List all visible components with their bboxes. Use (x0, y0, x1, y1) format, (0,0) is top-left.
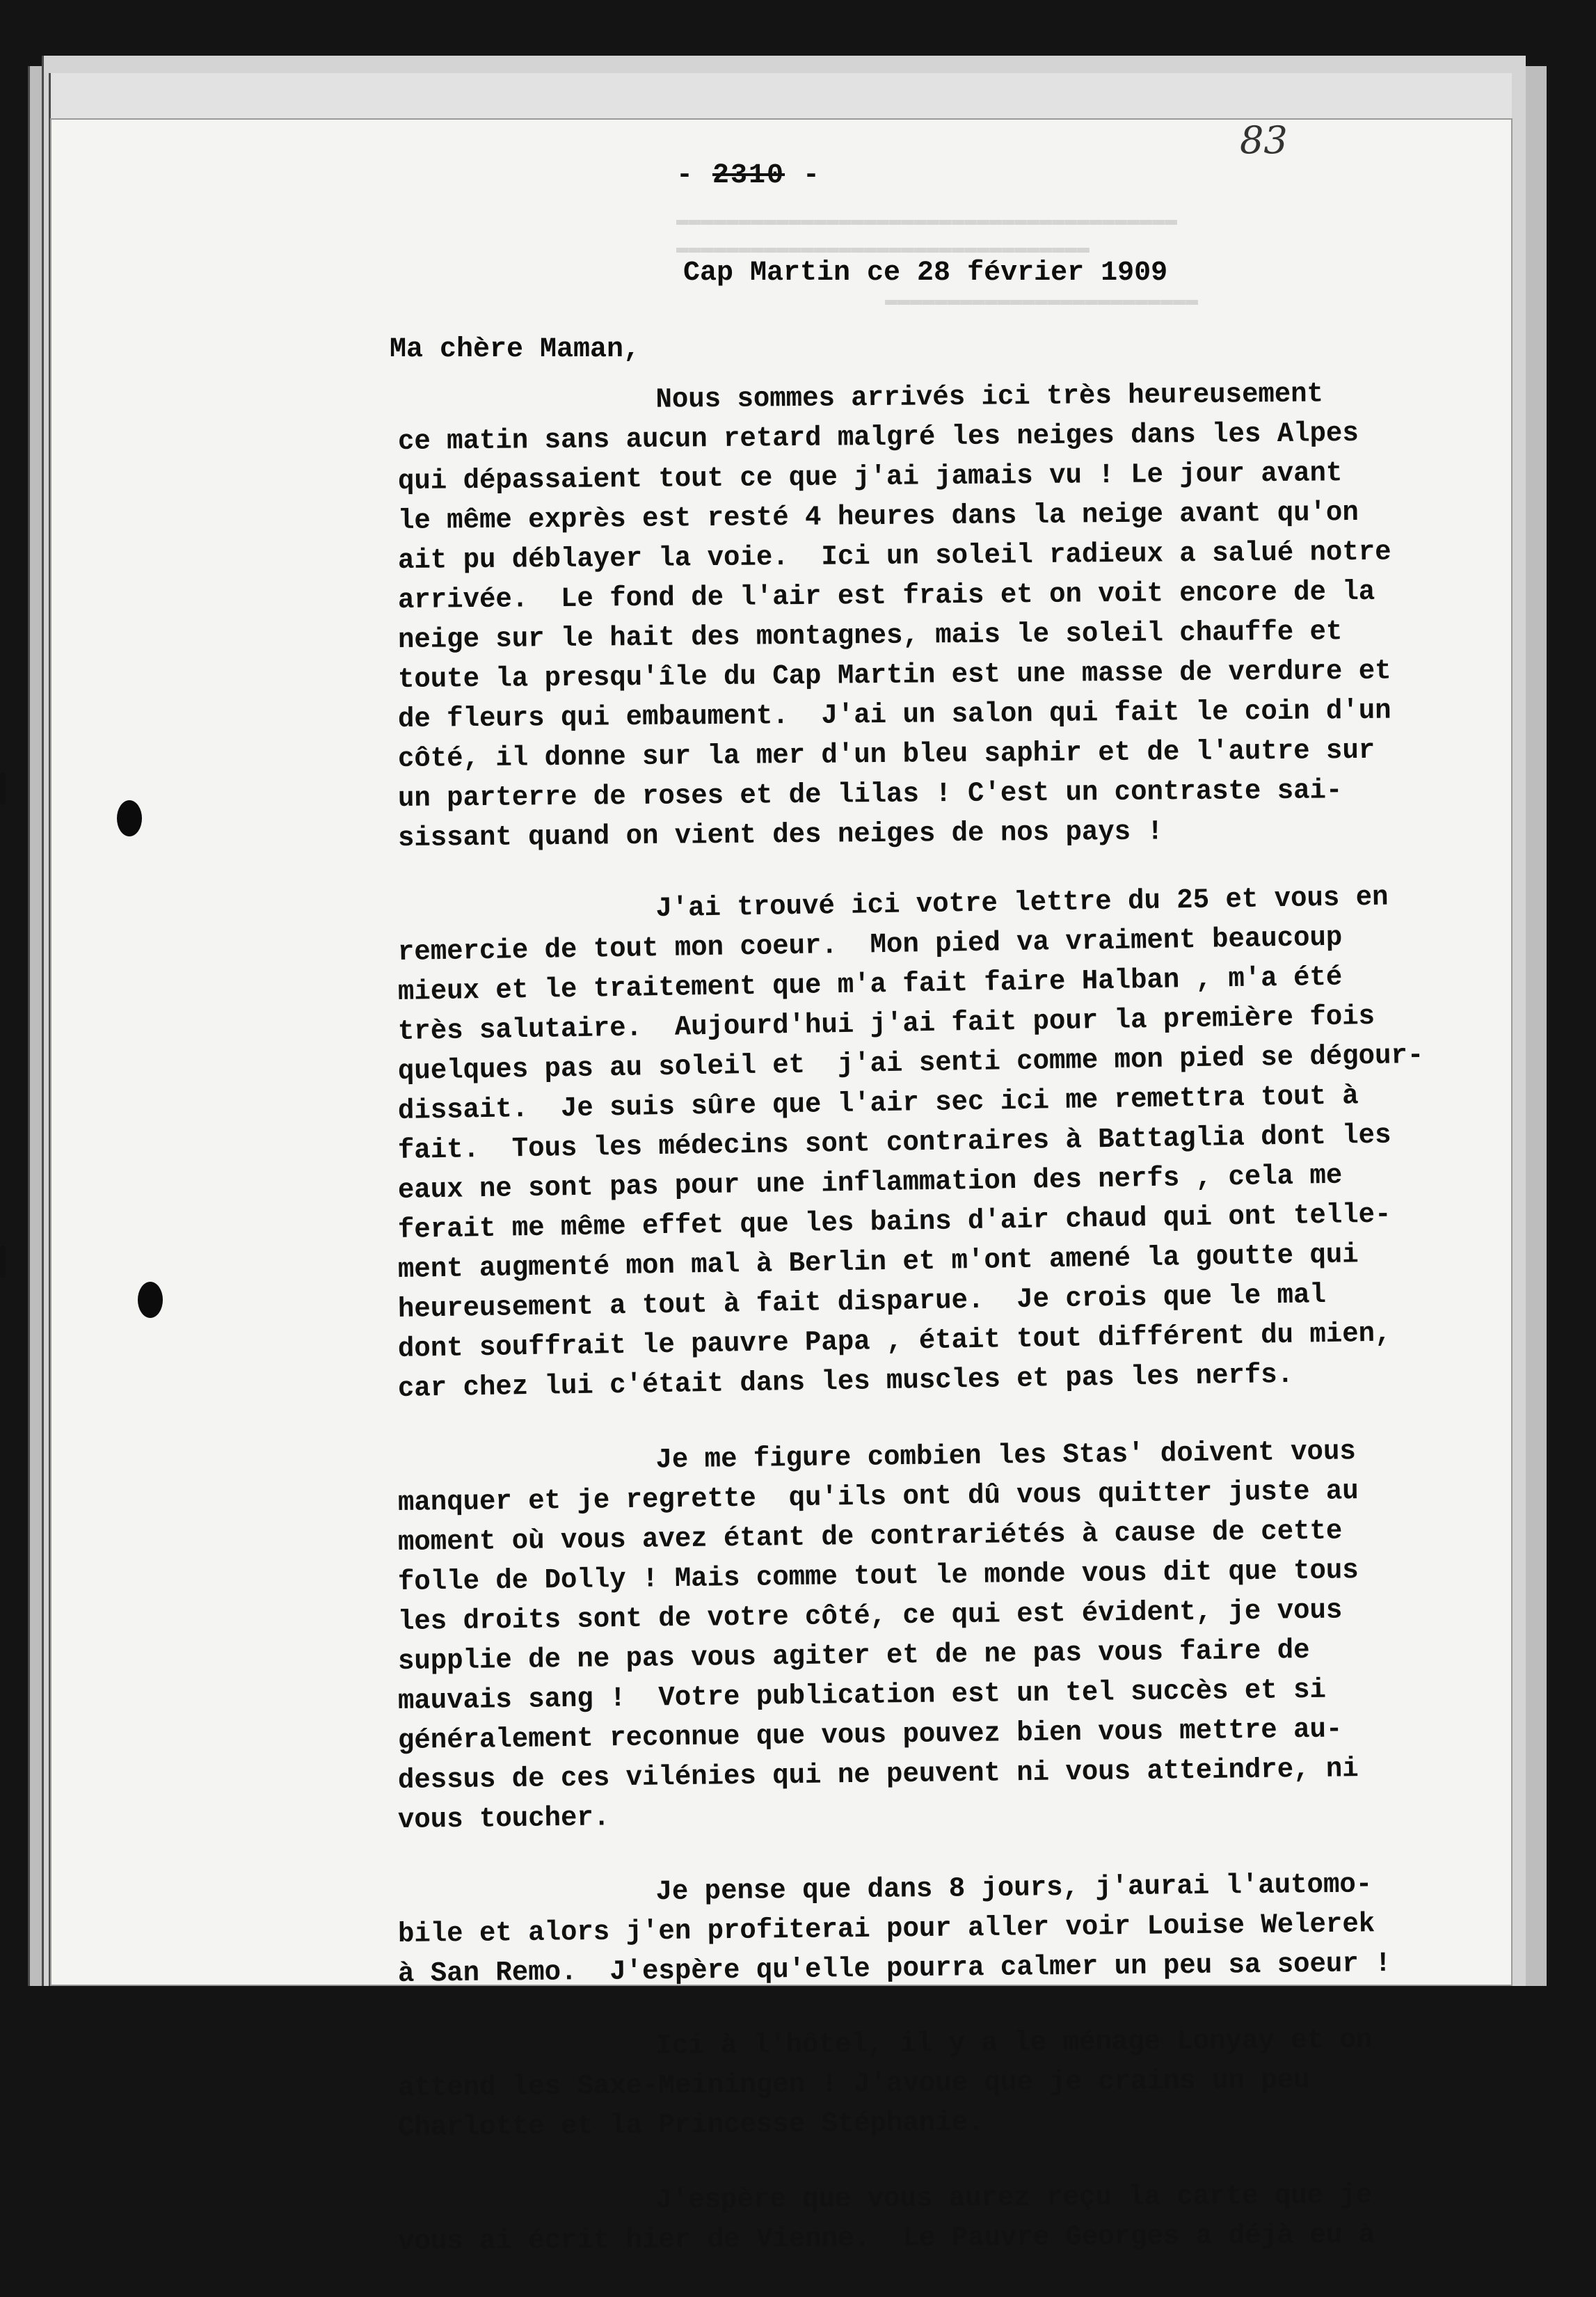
letter-line: très salutaire. Aujourd'hui j'ai fait pour la première fois (397, 1001, 1375, 1048)
letter-line: mieux et le traitement que m'a fait faire Halban , m'a été (397, 962, 1343, 1008)
margin-mark (0, 1246, 6, 1278)
letter-line: à San Remo. J'espère qu'elle pourra calmer un peu sa soeur ! (397, 1948, 1391, 1990)
letter-line: généralement reconnue que vous pouvez bien vous mettre au- (397, 1714, 1343, 1757)
page-number: - 2310 - (676, 160, 822, 191)
letter-line: eaux ne sont pas pour une inflammation des nerfs , cela me (397, 1160, 1343, 1207)
letter-line: remercie de tout mon coeur. Mon pied va vraiment beaucoup (397, 922, 1343, 969)
letter-line: Je me figure combien les Stas' doivent vous (655, 1436, 1357, 1477)
letter-line: neige sur le hait des montagnes, mais le soleil chauffe et (397, 617, 1343, 656)
letter-line: les droits sont de votre côté, ce qui est évident, je vous (397, 1595, 1343, 1638)
letter-line: ferait me même effet que les bains d'air chaud qui ont telle- (397, 1199, 1391, 1246)
letter-page (50, 118, 1513, 2258)
letter-line: car chez lui c'était dans les muscles et pas les nerfs. (397, 1359, 1294, 1405)
letter-line: manquer et je regrette qu'ils ont dû vous quitter juste au (397, 1476, 1359, 1519)
letter-paragraph (397, 882, 1511, 1409)
handwritten-folio-number: 83 (1240, 118, 1288, 162)
letter-line: moment où vous avez étant de contrariétés à cause de cette (397, 1516, 1343, 1559)
letter-line: côté, il donne sur la mer d'un bleu saphir et de l'autre sur (397, 735, 1375, 775)
margin-mark (0, 772, 6, 804)
letter-line: folle de Dolly ! Mais comme tout le monde vous dit que tous (397, 1555, 1359, 1598)
letter-line: bile et alors j'en profiterai pour aller voir Louise Welerek (397, 1909, 1375, 1950)
letter-line: supplie de ne pas vous agiter et de ne pas vous faire de (397, 1635, 1310, 1678)
letter-paragraph (397, 2180, 1511, 2262)
letter-line: ait pu déblayer la voie. Ici un soleil radieux a salué notre (397, 537, 1391, 577)
page-number-struck: 2310 (712, 160, 785, 191)
letter-line: quelques pas au soleil et j'ai senti comme mon pied se dégour- (397, 1040, 1424, 1088)
letter-line: le même exprès est resté 4 heures dans la neige avant qu'on (397, 497, 1359, 537)
letter-paragraph (397, 1436, 1511, 1841)
letter-line: Nous sommes arrivés ici très heureusement (655, 379, 1324, 416)
show-through-text: ▬▬▬▬▬▬▬▬▬▬▬▬▬▬▬▬▬▬▬▬▬▬▬▬▬▬▬▬▬▬▬▬▬▬▬▬▬▬▬▬ (676, 209, 1178, 232)
letter-line: arrivée. Le fond de l'air est frais et on voit encore de la (397, 576, 1375, 617)
letter-line: heureusement a tout à fait disparue. Je crois que le mal (397, 1280, 1327, 1326)
binder-hole (138, 1282, 163, 1318)
letter-line: Je pense que dans 8 jours, j'aurai l'automo- (655, 1869, 1373, 1909)
letter-line: mauvais sang ! Votre publication est un tel succès et si (397, 1674, 1327, 1717)
letter-line: dissait. Je suis sûre que l'air sec ici me remettra tout à (397, 1081, 1359, 1127)
letter-line: dessus de ces vilénies qui ne peuvent ni vous atteindre, ni (397, 1754, 1359, 1797)
show-through-text: ▬▬▬▬▬▬▬▬▬▬▬▬▬▬▬▬▬▬▬▬▬▬▬▬▬ (885, 289, 1199, 312)
letter-line: vous toucher. (397, 1802, 610, 1836)
letter-paragraph (397, 379, 1511, 859)
letter-line: vous ai écrit hier de Vienne. Le Pauvre Georges a déjà eu à (397, 2220, 1375, 2258)
letter-line: Ici à l'hôtel, il y a le ménage Lonyay et on (655, 2024, 1373, 2062)
letter-line: Charlotte et la Princesse Stéphanie. (397, 2107, 984, 2144)
letter-line: dont souffrait le pauvre Papa , était tout différent du mien, (397, 1318, 1391, 1365)
letter-paragraph (397, 2024, 1511, 2148)
letter-line: de fleurs qui embaument. J'ai un salon qui fait le coin d'un (397, 695, 1391, 736)
binder-hole (117, 800, 142, 836)
letter-line: fait. Tous les médecins sont contraires à Battaglia dont les (397, 1120, 1391, 1167)
letter-line: un parterre de roses et de lilas ! C'est un contraste sai- (397, 775, 1343, 815)
salutation: Ma chère Maman, (390, 334, 641, 365)
letter-line: qui dépassaient tout ce que j'ai jamais vu ! Le jour avant (397, 458, 1343, 498)
letter-line: attend les Saxe-Meiningen ! J'avoue que je crains un peu (397, 2065, 1310, 2104)
letter-line: toute la presqu'île du Cap Martin est une masse de verdure et (397, 655, 1391, 696)
letter-line: J'espère que vous aurez reçu la carte que je (655, 2180, 1373, 2217)
letter-line: J'ai trouvé ici votre lettre du 25 et vous en (655, 882, 1389, 925)
letter-line: ce matin sans aucun retard malgré les neiges dans les Alpes (397, 418, 1359, 458)
letter-paragraph (397, 1869, 1511, 1994)
letter-body (397, 379, 1511, 2297)
show-through-text: ▬▬▬▬▬▬▬▬▬▬▬▬▬▬▬▬▬▬▬▬▬▬▬▬▬▬▬▬▬▬▬▬▬ (676, 237, 1090, 260)
letter-line: sissant quand on vient des neiges de nos pays ! (397, 816, 1164, 855)
dateline: Cap Martin ce 28 février 1909 (683, 257, 1168, 289)
letter-line: ment augmenté mon mal à Berlin et m'ont amené la goutte qui (397, 1239, 1359, 1286)
